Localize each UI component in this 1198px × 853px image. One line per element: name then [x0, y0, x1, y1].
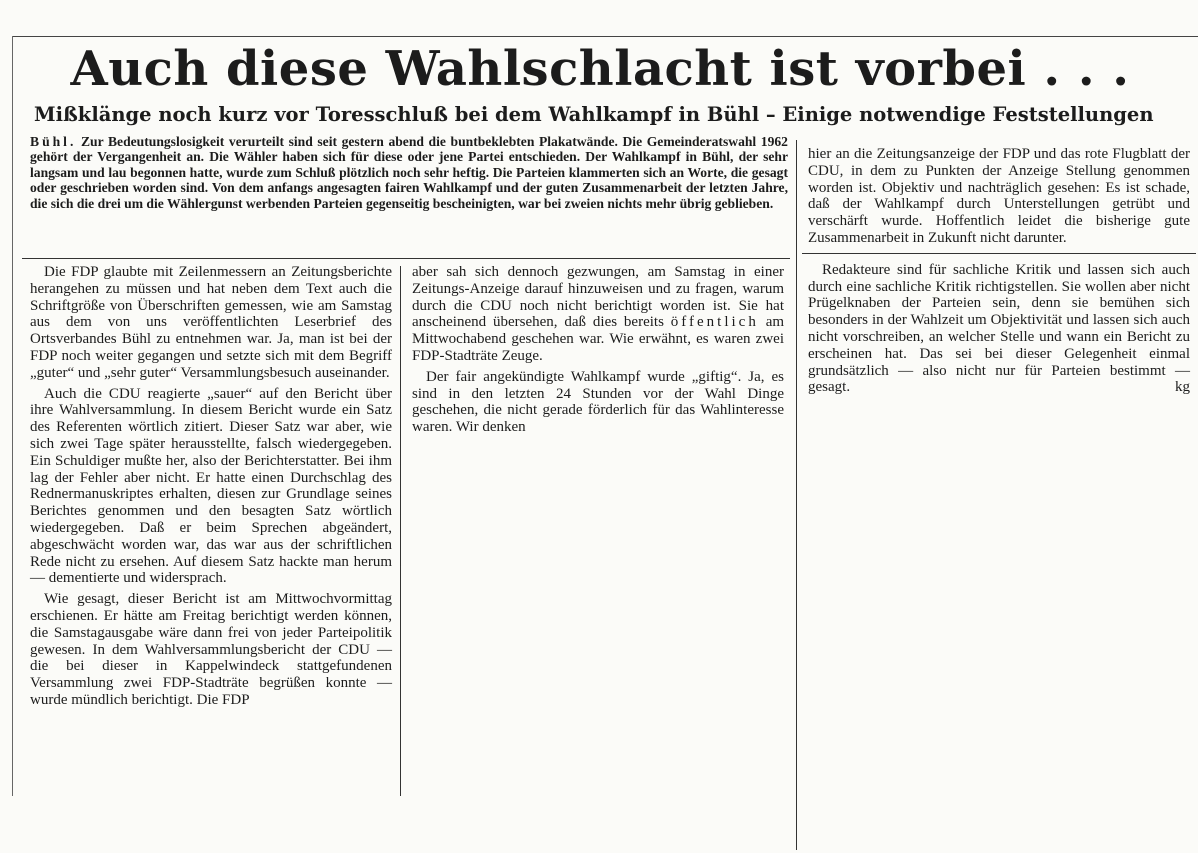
column-2 — [412, 264, 784, 440]
col3-divider — [802, 253, 1196, 254]
column-3 — [808, 146, 1190, 400]
col2-p1-after: am Mittwochabend geschehen war. Wie erwähnt, es waren zwei FDP-Stadträte Zeuge. — [412, 314, 785, 364]
col2-p1-before: aber sah sich dennoch gezwungen, am Samstag in einer Zeitungs-Anzeige darauf hinzuweisen und zu fragen, warum durch die CDU noch nicht berichtigt worden ist. Sie hat anscheinend übersehen, daß dies bereits — [412, 264, 784, 331]
col3-paragraph-1: hier an die Zeitungsanzeige der FDP und das rote Flugblatt der CDU, in dem zu Punkten der Anzeige Stellung genommen worden ist. Objektiv und nachträglich gesehen: Es ist schade, daß der Wahlkampf durch Unterstellungen getrübt und verschärft wurde. Hoffentlich leidet die bisherige gute Zusammenarbeit in Zukunft nicht darunter. — [808, 146, 1190, 246]
column-rule-2 — [796, 140, 797, 850]
column-1 — [30, 264, 392, 713]
top-rule — [12, 36, 1198, 37]
col2-p1-spaced: öffentlich — [670, 314, 759, 331]
lead-text: Zur Bedeutungslosigkeit verurteilt sind seit gestern abend die buntbeklebten Plakatwände. Die Gemeinderatswahl 1962 gehört der Vergangenheit an. Die Wähler haben sich für diese oder jene Partei entschieden. Der Wahlkampf in Bühl, der sehr langsam und lau begonnen hatte, wurde zum Schluß plötzlich noch sehr heftig. Die Parteien klammerten sich an Worte, die gesagt oder geschrieben worden sind. Von dem anfangs angesagten fairen Wahlkampf und der guten Zusammenarbeit der letzten Jahre, die sich die drei um die Wählergunst werbenden Parteien gegenseitig bescheinigten, war bei zweien nichts mehr übrig geblieben. — [30, 134, 788, 211]
author-signature: kg — [1175, 379, 1190, 396]
col1-paragraph-2: Auch die CDU reagierte „sauer“ auf den Bericht über ihre Wahlversammlung. In diesem Bericht wurde ein Satz des Referenten wörtlich zitiert. Dieser Satz war aber, wie sich zwei Tage später herausstellte, falsch wiedergegeben. Ein Schuldiger mußte her, also der Berichterstatter. Bei ihm lag der Fehler aber nicht. Er hatte einen Durchschlag des Rednermanuskriptes erhalten, diesen zur Grundlage seines Berichtes genommen und den besagten Satz wörtlich wiedergegeben. Daß er beim Sprechen abgeändert, abgeschwächt worden war, das war aus der schriftlichen Rede nicht zu ersehen. Auf diesem Satz hackte man herum — dementierte und widersprach. — [30, 385, 392, 587]
col1-paragraph-1: Die FDP glaubte mit Zeilenmessern an Zeitungsberichte herangehen zu müssen und hat neben dem Text auch die Schriftgröße von Überschriften gemessen, wie am Samstag aus dem von uns veröffentlichten Leserbrief des Ortsverbandes Bühl zu entnehmen war. Ja, man ist bei der FDP noch weiter gegangen und setzte sich mit dem Begriff „guter“ und „sehr guter“ Versammlungsbesuch auseinander. — [30, 264, 392, 381]
col2-paragraph-2: Der fair angekündigte Wahlkampf wurde „giftig“. Ja, es sind in den letzten 24 Stunden vor der Wahl Dinge geschehen, die nicht gerade förderlich für das Wahlinteresse waren. Wir denken — [412, 368, 784, 436]
lead-divider — [22, 258, 790, 259]
subheadline: Mißklänge noch kurz vor Toresschluß bei dem Wahlkampf in Bühl – Einige notwendige Feststellungen — [34, 103, 1154, 126]
col3-p2-text: Redakteure sind für sachliche Kritik und lassen sich auch durch eine sachliche Kritik richtigstellen. Sie wollen aber nicht Prügelknaben der Parteien sein, denn sie bemühen sich besonders in der Wahlzeit um Objektivität und lassen sich auch nicht vorschreiben, an welcher Stelle und wann ein Bericht zu erscheinen hat. Das sei bei dieser Gelegenheit einmal grundsätzlich — also nicht nur für Parteien bestimmt — gesagt. — [808, 261, 1190, 396]
left-rule — [12, 36, 13, 796]
lead-place: Bühl. — [30, 134, 77, 149]
col3-paragraph-2 — [808, 262, 1190, 396]
col2-paragraph-1 — [412, 264, 784, 365]
headline: Auch diese Wahlschlacht ist vorbei . . . — [70, 41, 1130, 97]
lead-paragraph — [30, 134, 788, 211]
col1-paragraph-3: Wie gesagt, dieser Bericht ist am Mittwochvormittag erschienen. Er hätte am Freitag berichtigt werden können, die Samstagausgabe wäre dann frei von jeder Parteipolitik gewesen. In dem Wahlversammlungsbericht der CDU — die bei dieser in Kappelwindeck stattgefundenen Versammlung zwei FDP-Stadträte begrüßen konnte — wurde mündlich berichtigt. Die FDP — [30, 591, 392, 708]
column-rule-1 — [400, 266, 401, 796]
